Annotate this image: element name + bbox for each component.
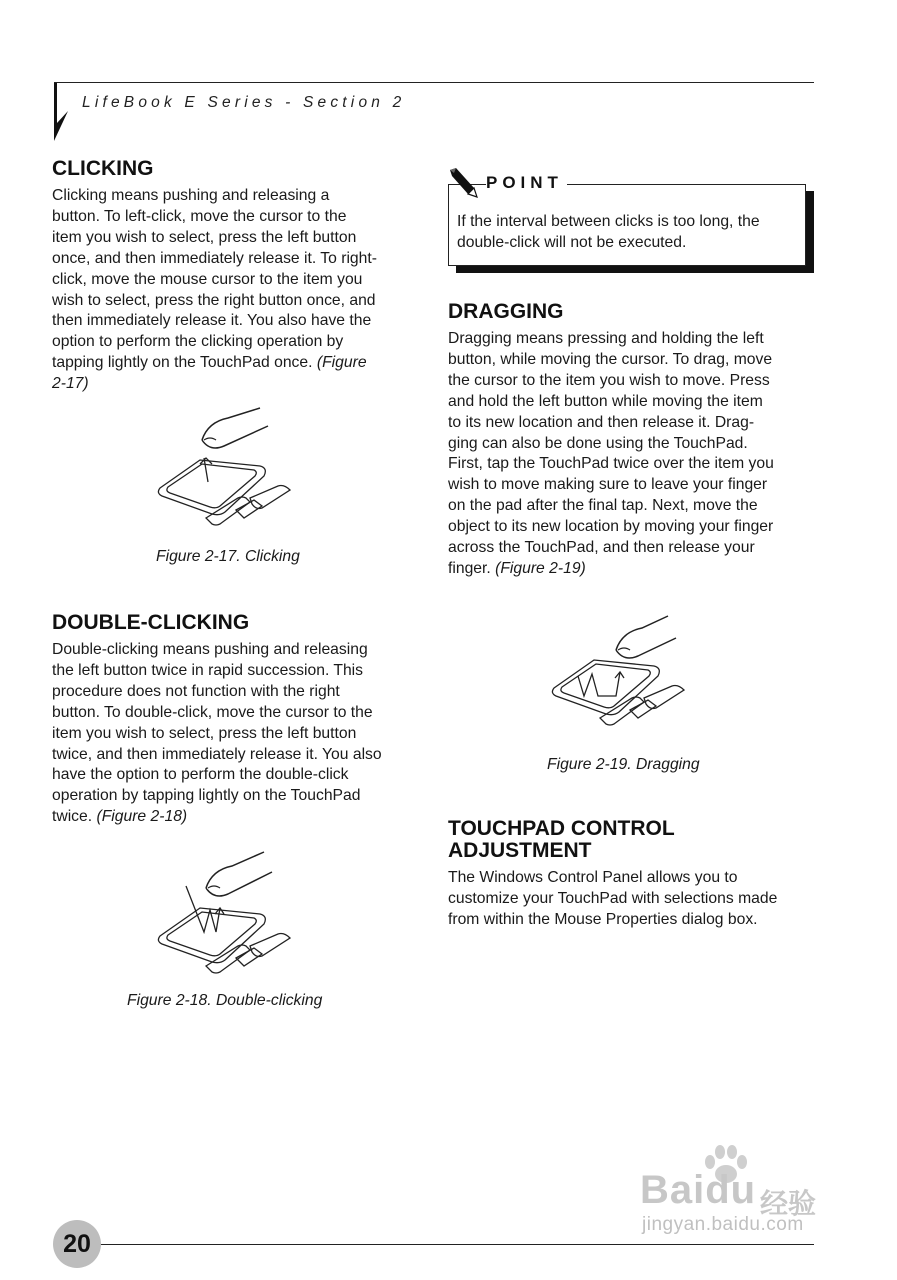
dragging-line: to its new location and then release it. Drag- — [448, 413, 755, 431]
figure-caption: Figure 2-18. Double-clicking — [127, 992, 323, 1009]
header-rule — [54, 82, 814, 83]
clicking-line-last — [52, 353, 422, 374]
section-touchpad-adjustment — [448, 818, 818, 931]
header-wedge-icon — [54, 83, 68, 141]
dragging-line-last — [448, 559, 818, 580]
dragging-line: and hold the left button while moving the item — [448, 392, 763, 410]
double-clicking-line: procedure does not function with the right — [52, 682, 340, 700]
dragging-line: across the TouchPad, and then release your — [448, 539, 755, 557]
watermark — [640, 1160, 850, 1240]
figure-caption: Figure 2-19. Dragging — [547, 756, 700, 773]
footer-rule — [98, 1244, 814, 1245]
section-clicking — [52, 158, 422, 395]
clicking-line: wish to select, press the right button once, and — [52, 291, 376, 309]
touchpad-line: The Windows Control Panel allows you to — [448, 869, 738, 886]
clicking-line: item you wish to select, press the left button — [52, 228, 357, 246]
clicking-line: then immediately release it. You also have the — [52, 312, 372, 330]
dragging-line: ging can also be done using the TouchPad. — [448, 434, 748, 452]
double-clicking-line: operation by tapping lightly on the TouchPad — [52, 787, 361, 805]
heading-clicking: CLICKING — [52, 157, 154, 180]
touchpad-line: from within the Mouse Properties dialog box. — [448, 910, 758, 928]
clicking-line: once, and then immediately release it. To right- — [52, 249, 377, 267]
clicking-line: click, move the mouse cursor to the item you — [52, 270, 363, 288]
double-clicking-line: Double-clicking means pushing and releasing — [52, 641, 368, 658]
figure-ref: 2-17) — [52, 375, 89, 393]
touchpad-click-figure — [150, 400, 305, 532]
point-line: double-click will not be executed. — [457, 233, 687, 251]
double-clicking-line: have the option to perform the double-click — [52, 766, 349, 784]
dragging-line: First, tap the TouchPad twice over the item you — [448, 455, 774, 473]
dragging-line: on the pad after the final tap. Next, move the — [448, 497, 758, 515]
heading-double-clicking: DOUBLE-CLICKING — [52, 611, 250, 634]
point-label: POINT — [486, 173, 567, 193]
touchpad-double-click-figure — [150, 848, 305, 980]
double-clicking-line: twice. — [52, 808, 97, 826]
double-clicking-line: the left button twice in rapid succession. This — [52, 661, 364, 679]
heading-adjustment: ADJUSTMENT — [448, 839, 592, 862]
clicking-line: option to perform the clicking operation by — [52, 333, 344, 351]
point-line: If the interval between clicks is too long, the — [457, 213, 760, 230]
touchpad-line: customize your TouchPad with selections made — [448, 889, 778, 907]
point-text — [457, 212, 803, 254]
watermark-url: jingyan.baidu.com — [642, 1214, 804, 1235]
clicking-line: Clicking means pushing and releasing a — [52, 187, 330, 204]
figure-ref: (Figure — [316, 354, 367, 372]
dragging-line: the cursor to the item you wish to move. Press — [448, 371, 770, 389]
figure-ref: (Figure 2-19) — [495, 559, 586, 577]
clicking-line: tapping lightly on the TouchPad once. — [52, 354, 317, 372]
double-clicking-line: item you wish to select, press the left button — [52, 724, 357, 742]
dragging-line: object to its new location by moving your finger — [448, 518, 774, 536]
figure-ref: (Figure 2-18) — [96, 808, 188, 826]
double-clicking-line-last — [52, 807, 422, 828]
dragging-line: Dragging means pressing and holding the left — [448, 330, 764, 347]
figure-caption: Figure 2-17. Clicking — [156, 548, 300, 565]
touchpad-drag-figure — [544, 610, 699, 742]
section-dragging — [448, 301, 818, 580]
dragging-line: button, while moving the cursor. To drag, move — [448, 350, 773, 368]
heading-dragging: DRAGGING — [448, 300, 564, 323]
double-clicking-line: twice, and then immediately release it. You also — [52, 745, 382, 763]
pencil-icon — [444, 164, 480, 200]
running-title: LifeBook E Series - Section 2 — [82, 94, 406, 111]
page-number-badge — [53, 1220, 101, 1268]
watermark-cn: 经验 — [760, 1188, 817, 1219]
page-number: 20 — [63, 1229, 91, 1258]
watermark-brand: Baidu — [640, 1168, 757, 1212]
dragging-line: finger. — [448, 559, 496, 577]
clicking-line: button. To left-click, move the cursor to the — [52, 207, 347, 225]
double-clicking-line: button. To double-click, move the cursor to the — [52, 703, 373, 721]
section-double-clicking — [52, 612, 422, 828]
dragging-line: wish to move making sure to leave your finger — [448, 476, 768, 494]
heading-touchpad-control: TOUCHPAD CONTROL — [448, 817, 675, 840]
